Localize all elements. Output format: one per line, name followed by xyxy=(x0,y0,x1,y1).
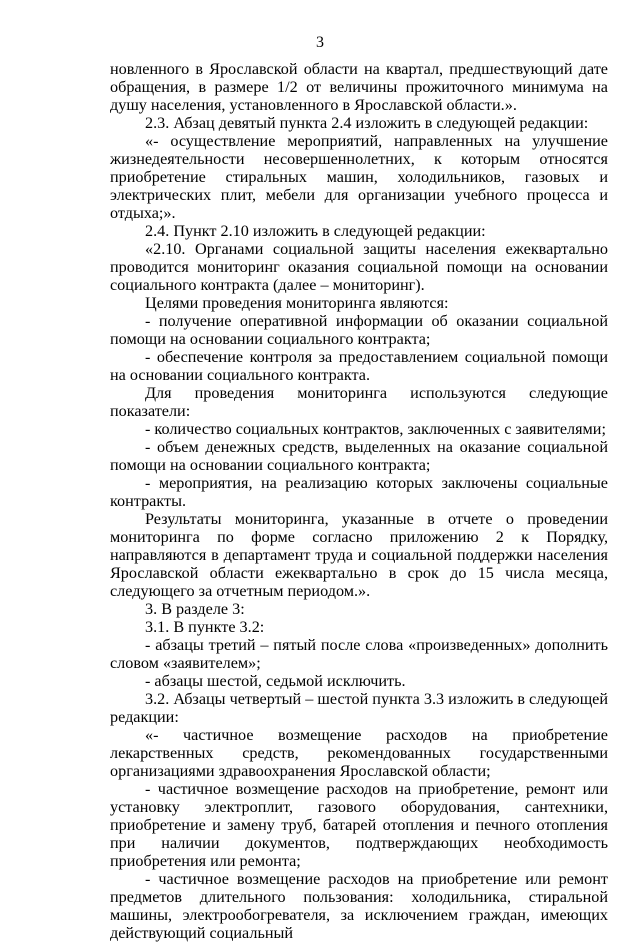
paragraph: Результаты мониторинга, указанные в отчете о проведении мониторинга по форме согласно приложению 2 к Порядку, направляются в департамент труда и социальной поддержки населения Ярославской области ежеквартально в срок до 15 числа месяца, следующего за отчетным периодом.». xyxy=(110,510,608,600)
page-number: 3 xyxy=(316,34,324,51)
paragraph: - мероприятия, на реализацию которых заключены социальные контракты. xyxy=(110,474,608,510)
paragraph: - абзацы третий – пятый после слова «произведенных» дополнить словом «заявителем»; xyxy=(110,636,608,672)
paragraph: 3. В разделе 3: xyxy=(145,600,245,618)
document-body xyxy=(110,60,608,942)
paragraph: Для проведения мониторинга используются следующие показатели: xyxy=(110,384,608,420)
paragraph: - получение оперативной информации об оказании социальной помощи на основании социального контракта; xyxy=(110,312,608,348)
paragraph: - обеспечение контроля за предоставлением социальной помощи на основании социального контракта. xyxy=(110,348,608,384)
paragraph: 3.2. Абзацы четвертый – шестой пункта 3.3 изложить в следующей редакции: xyxy=(110,690,609,726)
paragraph: «- осуществление мероприятий, направленных на улучшение жизнедеятельности несовершеннолетних, к которым относятся приобретение стиральных машин, холодильников, газовых и электрических плит, мебели для организации учебного процесса и отдыха;». xyxy=(110,132,608,222)
paragraph: - объем денежных средств, выделенных на оказание социальной помощи на основании социального контракта; xyxy=(110,438,608,474)
paragraph: - частичное возмещение расходов на приобретение или ремонт предметов длительного пользования: холодильника, стиральной машины, электрообогревателя, за исключением граждан, имеющих действующий социальный xyxy=(110,870,608,942)
paragraph: «- частичное возмещение расходов на приобретение лекарственных средств, рекомендованных государственными организациями здравоохранения Ярославской области; xyxy=(110,726,608,780)
paragraph: 3.1. В пункте 3.2: xyxy=(145,618,265,636)
paragraph: Целями проведения мониторинга являются: xyxy=(145,294,449,312)
paragraph: - частичное возмещение расходов на приобретение, ремонт или установку электроплит, газового оборудования, сантехники, приобретение и замену труб, батарей отопления и печного отопления при наличии документов, подтверждающих необходимость приобретения или ремонта; xyxy=(110,780,608,870)
paragraph: «2.10. Органами социальной защиты населения ежеквартально проводится мониторинг оказания социальной помощи на основании социального контракта (далее – мониторинг). xyxy=(110,240,608,294)
paragraph: 2.3. Абзац девятый пункта 2.4 изложить в следующей редакции: xyxy=(145,114,589,132)
paragraph: - абзацы шестой, седьмой исключить. xyxy=(145,672,406,690)
paragraph: 2.4. Пункт 2.10 изложить в следующей редакции: xyxy=(145,222,486,240)
paragraph: - количество социальных контрактов, заключенных с заявителями; xyxy=(145,420,606,438)
paragraph: новленного в Ярославской области на квартал, предшествующий дате обращения, в размере 1/2 от величины прожиточного минимума на душу населения, установленного в Ярославской области.». xyxy=(110,60,608,114)
